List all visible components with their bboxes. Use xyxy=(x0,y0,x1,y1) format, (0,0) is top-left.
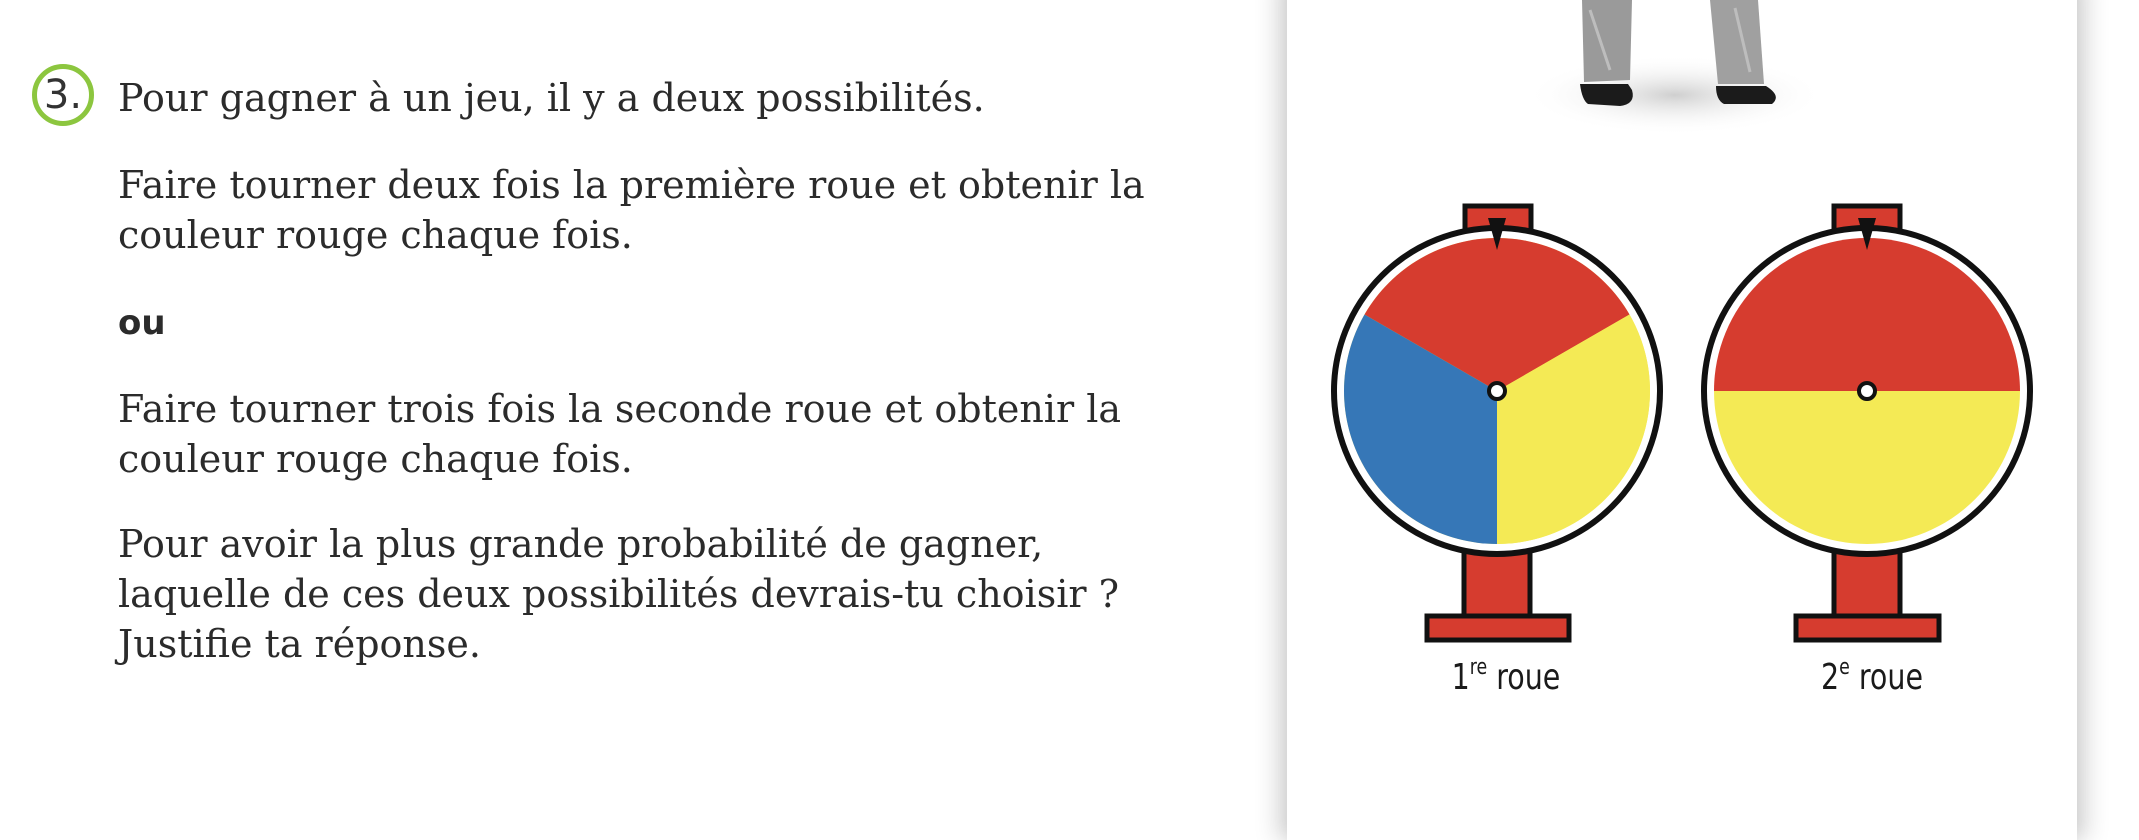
question-number: 3. xyxy=(43,72,83,118)
question-prompt: Pour avoir la plus grande probabilité de gagner, laquelle de ces deux possibilités devrais-tu choisir ? Justifie ta réponse. xyxy=(118,522,1119,666)
wheel-1 xyxy=(1330,198,1670,648)
wheel-1-hub xyxy=(1489,383,1505,399)
wheel-2-red-sector xyxy=(1714,238,2020,391)
person-illustration xyxy=(1520,0,1820,140)
question-number-badge xyxy=(32,64,94,126)
wheel-1-label: 1re roue xyxy=(1451,655,1561,698)
question-intro: Pour gagner à un jeu, il y a deux possibilités. xyxy=(118,76,985,120)
question-option-1: Faire tourner deux fois la première roue et obtenir la couleur rouge chaque fois. xyxy=(118,163,1145,257)
wheel-2-yellow-sector xyxy=(1714,391,2020,544)
question-option-2: Faire tourner trois fois la seconde roue et obtenir la couleur rouge chaque fois. xyxy=(118,387,1122,481)
wheel-2-hub xyxy=(1859,383,1875,399)
wheel-2 xyxy=(1700,198,2040,648)
question-connector: ou xyxy=(118,303,166,343)
wheel-2-label: 2e roue xyxy=(1821,655,1923,698)
